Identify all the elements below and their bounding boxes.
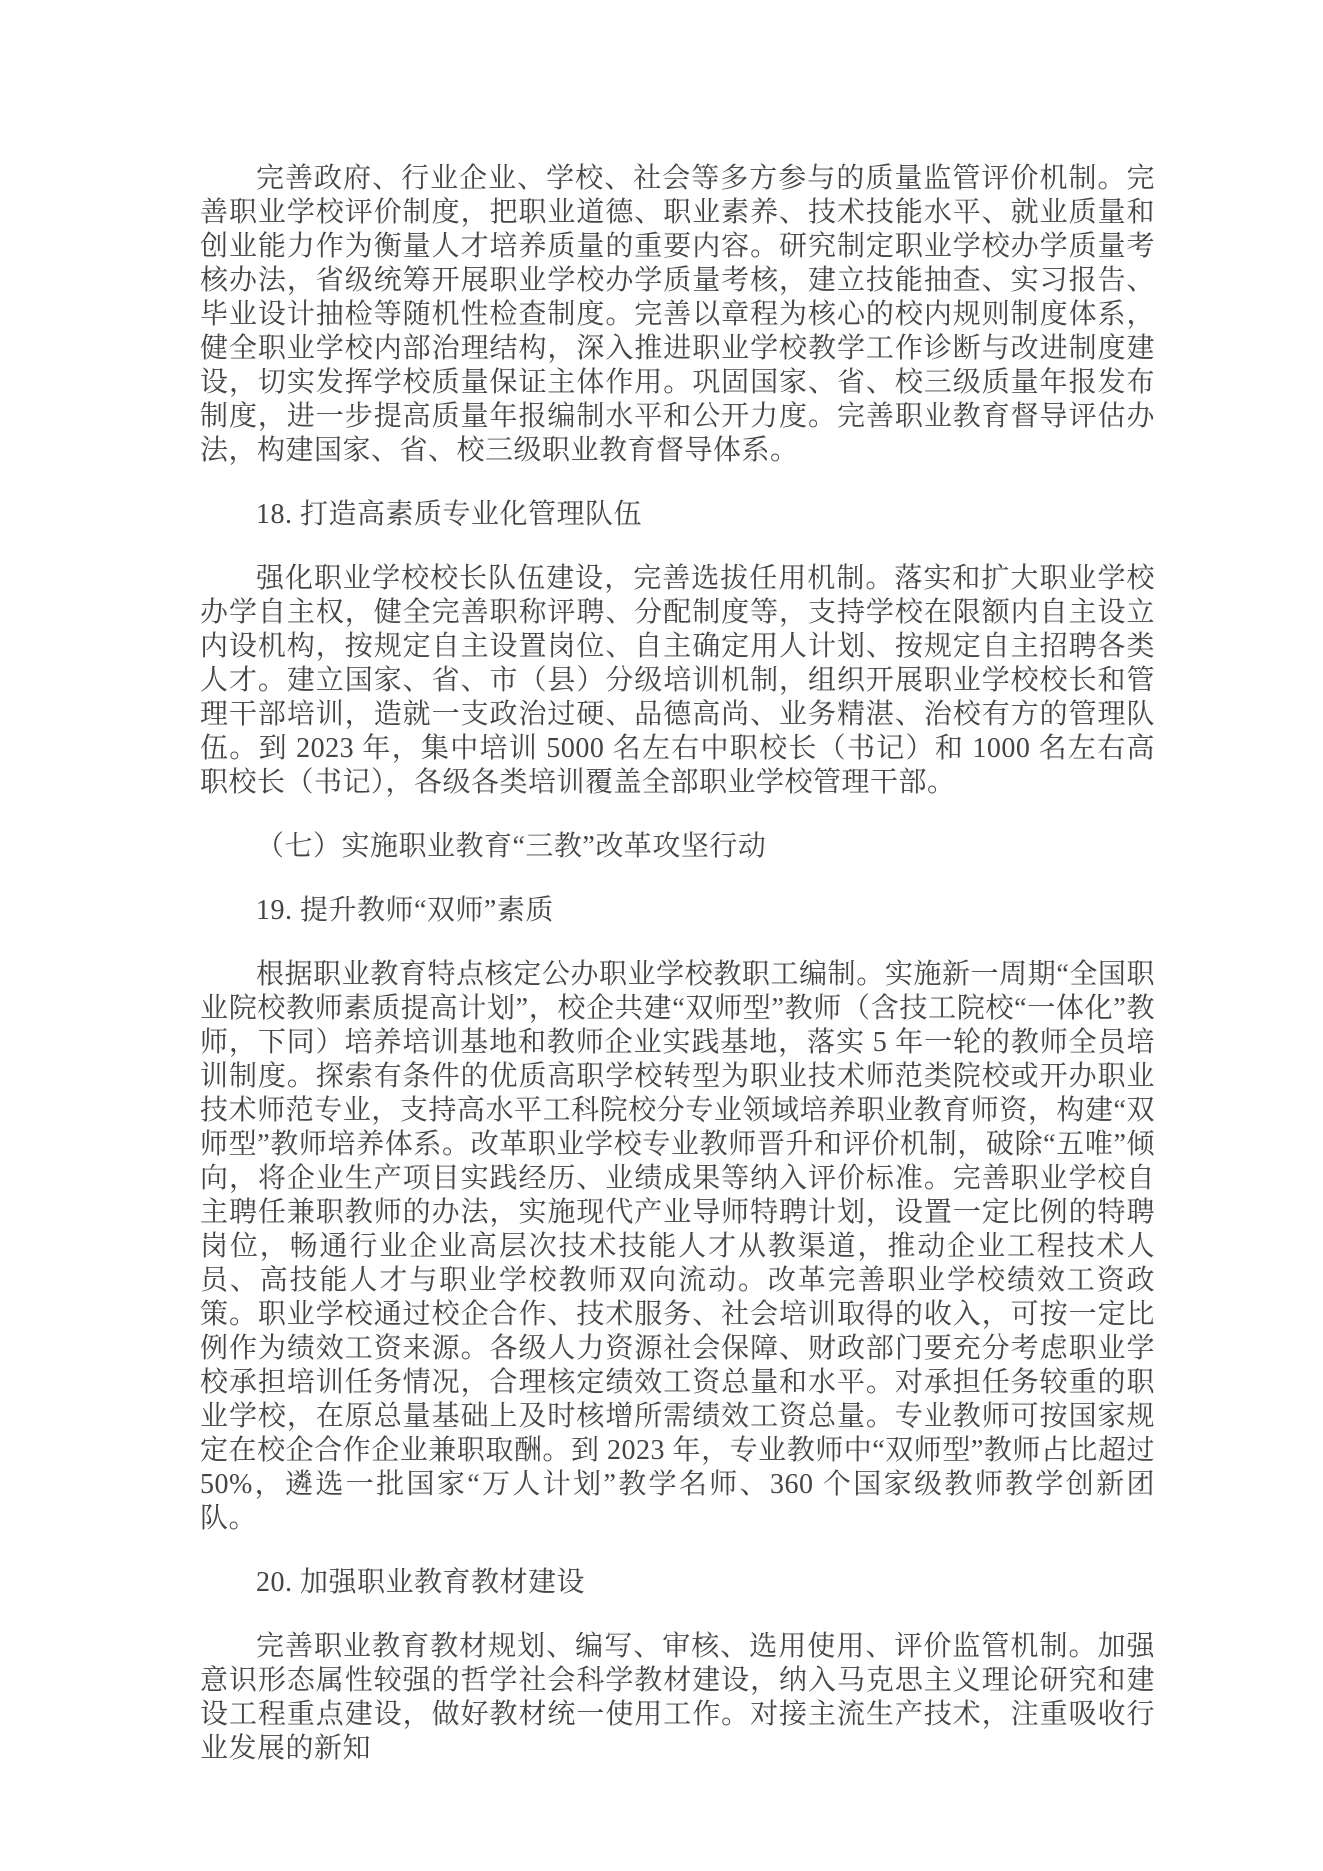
paragraph-quality-supervision-evaluation: 完善政府、行业企业、学校、社会等多方参与的质量监管评价机制。完善职业学校评价制度，把职业道德、职业素养、技术技能水平、就业质量和创业能力作为衡量人才培养质量的重要内容。研究制定职业学校办学质量考核办法，省级统筹开展职业学校办学质量考核，建立技能抽查、实习报告、毕业设计抽检等随机性检查制度。完善以章程为核心的校内规则制度体系，健全职业学校内部治理结构，深入推进职业学校教学工作诊断与改进制度建设，切实发挥学校质量保证主体作用。巩固国家、省、校三级质量年报发布制度，进一步提高质量年报编制水平和公开力度。完善职业教育督导评估办法，构建国家、省、校三级职业教育督导体系。 [200, 163, 1155, 466]
paragraph-teacher-staffing-and-training: 根据职业教育特点核定公办职业学校教职工编制。实施新一周期“全国职业院校教师素质提高计划”，校企共建“双师型”教师（含技工院校“一体化”教师，下同）培养培训基地和教师企业实践基地，落实 5 年一轮的教师全员培训制度。探索有条件的优质高职学校转型为职业技术师范类院校或开办职业技术师范专业，支持高水平工科院校分专业领域培养职业教育师资，构建“双师型”教师培养体系。改革职业学校专业教师晋升和评价机制，破除“五唯”倾向，将企业生产项目实践经历、业绩成果等纳入评价标准。完善职业学校自主聘任兼职教师的办法，实施现代产业导师特聘计划，设置一定比例的特聘岗位，畅通行业企业高层次技术技能人才从教渠道，推动企业工程技术人员、高技能人才与职业学校教师双向流动。改革完善职业学校绩效工资政策。职业学校通过校企合作、技术服务、社会培训取得的收入，可按一定比例作为绩效工资来源。各级人力资源社会保障、财政部门要充分考虑职业学校承担培训任务情况，合理核定绩效工资总量和水平。对承担任务较重的职业学校，在原总量基础上及时核增所需绩效工资总量。专业教师可按国家规定在校企合作企业兼职取酬。到 2023 年，专业教师中“双师型”教师占比超过 50%，遴选一批国家“万人计划”教学名师、360 个国家级教师教学创新团队。 [200, 959, 1155, 1534]
heading-section-7-three-teachings-reform: （七）实施职业教育“三教”改革攻坚行动 [256, 831, 767, 862]
paragraph-principal-team-building: 强化职业学校校长队伍建设，完善选拔任用机制。落实和扩大职业学校办学自主权，健全完善职称评聘、分配制度等，支持学校在限额内自主设立内设机构，按规定自主设置岗位、自主确定用人计划、按规定自主招聘各类人才。建立国家、省、市（县）分级培训机制，组织开展职业学校校长和管理干部培训，造就一支政治过硬、品德高尚、业务精湛、治校有方的管理队伍。到 2023 年，集中培训 5000 名左右中职校长（书记）和 1000 名左右高职校长（书记），各级各类培训覆盖全部职业学校管理干部。 [200, 563, 1155, 798]
heading-item-20-textbook-construction: 20. 加强职业教育教材建设 [256, 1567, 586, 1598]
heading-item-18-management-team: 18. 打造高素质专业化管理队伍 [256, 499, 643, 530]
document-body [200, 162, 1155, 1766]
heading-item-19-dual-qualified-teachers: 19. 提升教师“双师”素质 [256, 895, 554, 926]
paragraph-textbook-planning: 完善职业教育教材规划、编写、审核、选用使用、评价监管机制。加强意识形态属性较强的哲学社会科学教材建设，纳入马克思主义理论研究和建设工程重点建设，做好教材统一使用工作。对接主流生产技术，注重吸收行业发展的新知 [200, 1631, 1155, 1764]
